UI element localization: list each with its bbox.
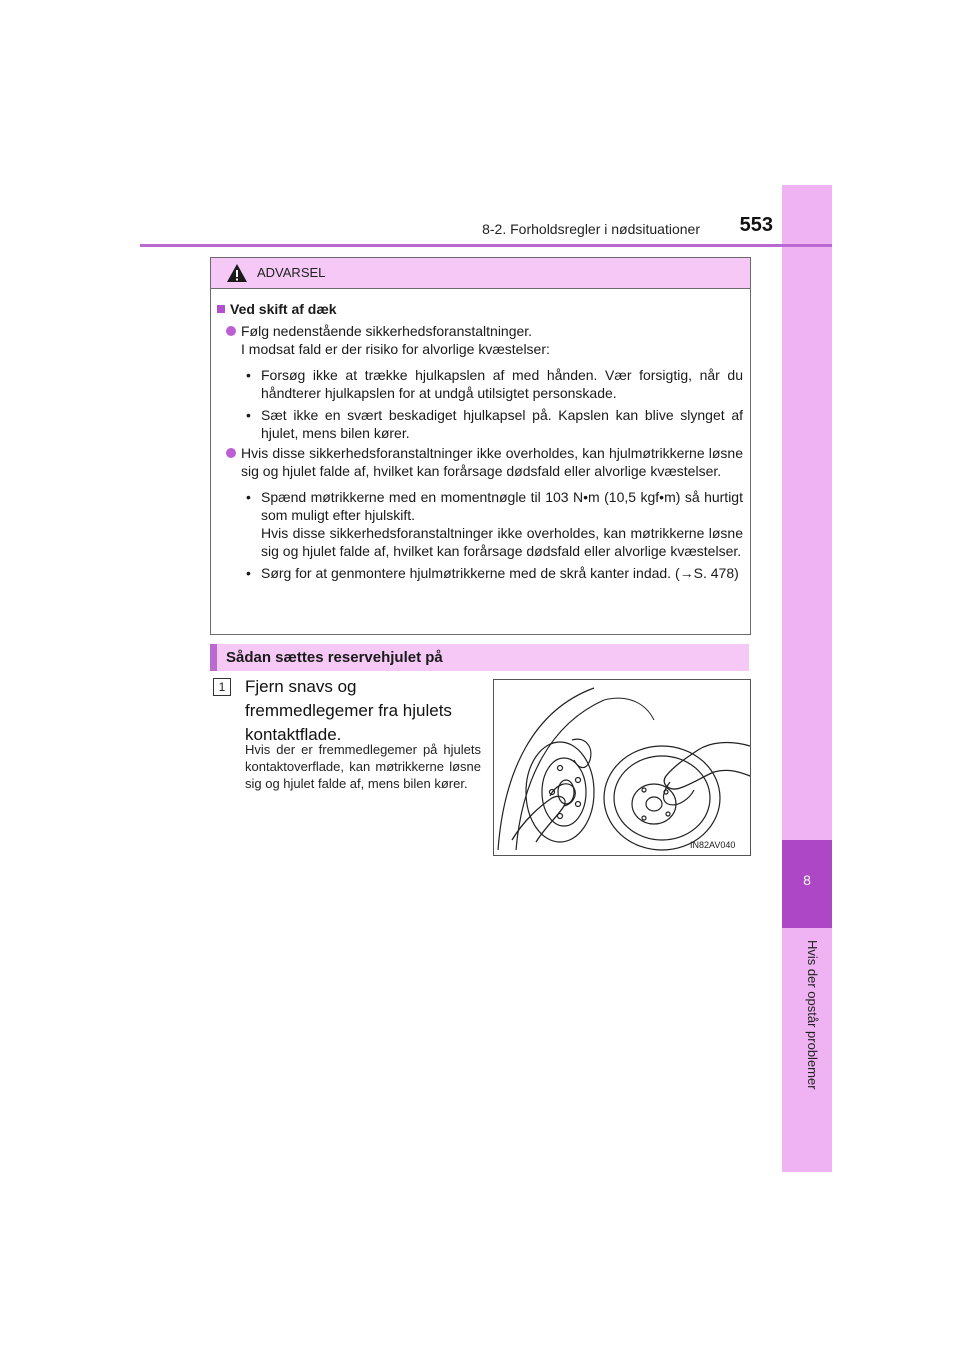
circle-bullet-icon: [226, 326, 236, 336]
circle-bullet-icon: [226, 448, 236, 458]
section-title: Sådan sættes reservehjulet på: [226, 649, 443, 666]
wheel-illustration-drawing: [494, 680, 750, 855]
step-instruction: Fjern snavs og fremmedlegemer fra hjulets kontaktflade.: [245, 677, 452, 744]
warning-bullet-text: Sørg for at genmontere hjulmøtrikkerne med de skrå kanter indad. (→S. 478): [261, 565, 739, 581]
warning-bullet-text: Sæt ikke en svært beskadiget hjulkapsel på. Kapslen kan blive slynget af hjulet, mens bilen kører.: [261, 407, 743, 441]
figure-code: IN82AV040: [690, 840, 736, 850]
bullet-dot: •: [246, 489, 251, 505]
warning-box: [210, 257, 751, 635]
section-title-bar: [210, 644, 749, 671]
warning-bullet-text: Forsøg ikke at trække hjulkapslen af med hånden. Vær forsigtig, når du håndterer hjulkapslen for at undgå utilsigtet personskade.: [261, 367, 743, 401]
warning-bullet: [217, 564, 743, 582]
warning-item-text: Hvis disse sikkerhedsforanstaltninger ikke overholdes, kan hjulmøtrikkerne løsne sig og hjulet falde af, hvilket kan forårsage dødsfald eller alvorlige kvæstelser.: [241, 445, 743, 479]
warning-title: ADVARSEL: [257, 265, 326, 280]
bullet-dot: •: [246, 565, 251, 581]
warning-item: [217, 444, 743, 480]
step-note: Hvis der er fremmedlegemer på hjulets kontaktoverflade, kan møtrikkerne løsne sig og hjulet falde af, mens bilen kører.: [245, 742, 481, 791]
step-number-badge: 1: [213, 678, 231, 696]
section-heading: 8-2. Forholdsregler i nødsituationer: [482, 221, 700, 237]
warning-bullet: [217, 488, 743, 560]
bullet-dot: •: [246, 367, 251, 383]
wheel-cleaning-illustration: [493, 679, 751, 856]
warning-header: [211, 258, 750, 289]
warning-bullet: [217, 406, 743, 442]
warning-subheading-text: Ved skift af dæk: [230, 301, 337, 317]
page-number: 553: [739, 214, 773, 236]
warning-bullet: [217, 366, 743, 402]
section-accent: [210, 644, 217, 671]
warning-content: [217, 300, 743, 582]
warning-item: [217, 322, 743, 358]
warning-item-text: I modsat fald er der risiko for alvorlige kvæstelser:: [241, 341, 550, 357]
warning-bullet-continuation: Hvis disse sikkerhedsforanstaltninger ikke overholdes, kan møtrikkerne løsne sig og hjulet falde af, hvilket kan forårsage dødsfald eller alvorlige kvæstelser.: [261, 525, 743, 559]
warning-subheading: [217, 300, 743, 318]
chapter-number: 8: [803, 872, 811, 888]
warning-item-text: Følg nedenstående sikkerhedsforanstaltninger.: [241, 323, 533, 339]
warning-triangle-icon: [226, 263, 248, 283]
bullet-dot: •: [246, 407, 251, 423]
warning-bullet-text: Spænd møtrikkerne med en momentnøgle til 103 N•m (10,5 kgf•m) så hurtigt som muligt efter hjulskift.: [261, 489, 743, 523]
header-rule: [140, 244, 832, 247]
square-bullet-icon: [217, 305, 225, 313]
chapter-title: Hvis der opstår problemer: [805, 940, 820, 1090]
